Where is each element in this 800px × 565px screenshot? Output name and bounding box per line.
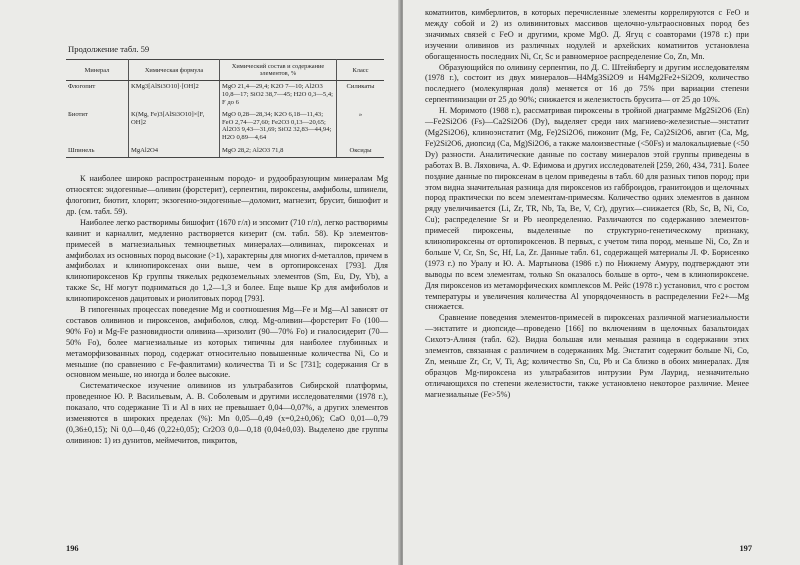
paragraph: коматиитов, кимберлитов, в которых перечисленные элементы коррелируются с FeO и между собой и 2) из оливинитовых массивов щелочно-ультраосновных пород без значимых связей с FeO и другими, кроме MgO. Д. Ягуц с соавторами (1978 г.) при изучении оливинов из различных нодулей и архейских коматиитов установлена обогащенность последних Ni, Cr, Sc и равномерное распределение Co, Zn, Mn. <box>425 8 749 61</box>
cell-class: » <box>358 111 363 119</box>
paragraph: Образующийся по оливину серпентин, по Д. С. Штейнбергу и другим исследователям (1978 г.), состоит из двух минералов—H4Mg3Si2O9 и H4Mg2Fe2+Si2O9, количество последнего (молекулярная доля) меняется от 16 до 75% при вариации степени серпентинизации от 25 до 90%; снижается и железистость брусита— от 25 до 10%. <box>425 62 749 105</box>
paragraph: Наиболее легко растворимы бишофит (1670 г/л) и эпсомит (710 г/л), легко растворимы каинит и карналлит, медленно растворяется кизерит (см. табл. 58). Kp элементов-примесей в магнезиальных темноцветных минералах—оливинах, пироксенах и амфиболах из основных пород высокие (>1), характерны для многих d-металлов, причем в амфиболах и клинопироксенах они выше, чем в ортопироксенах [793]. Для клинопироксенов Kp группы тяжелых редкоземельных элементов (Sm, Eu, Dy, Yb), а также Sc, Hf могут подниматься до 1,2—1,3 и более. Еще выше Kp для амфиболов и клинопироксенов дацитовых и риолитовых пород [793]. <box>66 217 388 304</box>
col-header-class: Класс <box>337 60 385 81</box>
cell-formula: KMg3[AlSi3O10]·[OH]2 <box>129 81 220 109</box>
right-page <box>403 0 800 565</box>
col-header-mineral: Минерал <box>66 60 129 81</box>
cell-composition: MgO 28,2; Al2O3 71,8 <box>220 145 337 158</box>
cell-formula: MgAl2O4 <box>129 145 220 158</box>
paragraph: Сравнение поведения элементов-примесей в пироксенах различной магнезиальности—энстатите и диопсиде—проведено [166] по включениям в щелочных базальтоидах Сихотэ-Алиня (табл. 62). Видна большая или меньшая разница в содержании этих элементов, связанная с различием в содержаниях Mg. Энстатит содержит больше Ni, Co, Zn, меньше Zr, Cr, V, Ti, Ag; количество Sn, Cu, Pb и Ca близко в обоих минералах. Для образцов Mg-пироксена из ультрабазитов интрузии Рум Лаурид, незначительно отличающихся по степени железистости, также установлено некоторое различие. Менее магнезиальные (Fe>5%) <box>425 313 749 399</box>
cell-composition: MgO 0,28—28,34; K2O 6,18—11,43; FeO 2,74—27,60; Fe2O3 0,13—20,65; Al2O3 9,43—31,69; SiO2 32,83—44,94; H2O 0,89—4,64 <box>220 109 337 144</box>
left-body-text <box>66 174 388 447</box>
minerals-table <box>66 59 384 158</box>
right-body-text <box>425 8 749 401</box>
cell-class: Оксиды <box>337 145 385 158</box>
page-number: 196 <box>66 544 79 553</box>
paragraph: Н. Моримото (1988 г.), рассматривая пироксены в тройной диаграмме Mg2Si2O6 (En)—Fe2Si2O6 (Fs)—Ca2Si2O6 (Dy), выделяет среди них магниево-железистые—энстатит (Mg2Si2O6), клиноэнстатит (Mg, Fe)2Si2O6, пижонит (Mg, Fe, Ca)2Si2O6, авгит (Ca, Mg, Fe)2Si2O6, диопсид (Ca, Mg)Si2O6, а также малоизвестные (<50Fs) и малокальциевые (<50 Dy) разности. Аналитические данные по составу минералов этой группы приведены в работах В. В. Ляховича, А. Ф. Ефимова и других исследователей [259, 260, 434, 731]. Более поздние данные по пироксенам в целом приведены в табл. 60 для разных типов пород; при этом видна значительная разница для пироксенов из габброидов, гранитоидов и щелочных пород практически по всем элементам-примесям. Количество одних элементов в данном ряду увеличивается (Li, Zr, TR, Nb, Ta, Be, V, Cr), других—снижается (Rb, Sc, B, Ni, Co, Cu); распределение Sr и Pb неопределенно. Различаются по содержанию элементов-примесей пироксены, выделенные по структурно-генетическому признаку, клинопироксены от ортопироксенов. В первых, с учетом типа пород, меньше Ni, Co, Zn и больше V, Cr, Sn, Sc, Hf, La, Zr. Данные табл. 61, содержащей материалы Л. Ф. Борисенко (1973 г.) по Уралу и Ю. А. Мартынова (1986 г.) по Нижнему Амуру, подтверждают эти выводы по всем элементам, только Sn оказалось больше в орто-, чем в клинопироксене. Для пироксенов из метаморфических комплексов М. Рейс (1978 г.) установил, что с ростом температуры и увеличения количества Al упорядоченность в распределении Fe2+—Mg снижается. <box>425 106 749 312</box>
paragraph: Систематическое изучение оливинов из ультрабазитов Сибирской платформы, проведенное Ю. Р. Васильевым, А. В. Соболевым и другими исследователями (1978 г.), показало, что содержание Ti и Al в них не превышает 0,04—0,07%, а других элементов изменяются в широких пределах (%): Mn 0,05—0,49 (x=0,2±0,06); CaO 0,01—0,79 (0,36±0,15); Ni 0,0—0,46 (0,22±0,05); Cr2O3 0,0—0,18 (0,04±0,03). Выделено две группы оливинов: 1) из дунитов, меймечитов, пикритов, <box>66 381 388 445</box>
col-header-composition: Химический состав и содержание элементов, % <box>220 60 337 81</box>
cell-class: Силикаты <box>346 83 375 91</box>
table-caption: Продолжение табл. 59 <box>68 44 150 54</box>
table-row <box>66 81 384 109</box>
table-row <box>66 109 384 144</box>
paragraph: В гипогенных процессах поведение Mg и соотношения Mg—Fe и Mg—Al зависят от составов оливинов и пироксенов, амфиболов, слюд. Mg-оливин—форстерит Fo (100—90% Fo) и Mg-Fe разновидности оливина—хризолит (90—70% Fo) и гиалосидерит (70—50% Fo), более магнезиальные из которых типичны для наиболее глубинных и метаморфизованных пород, содержат относительно повышенные количества Ni, Co и меньшие (по сравнению с Fe-фаялитами) количества Ti и Sc [731]; содержания Cr в основном меньше, но иногда и более высокие. <box>66 305 388 380</box>
table-header-row <box>66 60 384 81</box>
page-number: 197 <box>739 544 752 553</box>
cell-composition: MgO 21,4—29,4; K2O 7—10; Al2O3 10,8—17; SiO2 38,7—45; H2O 0,3—5,4; F до 6 <box>220 81 337 109</box>
cell-mineral: Шпинель <box>66 145 129 158</box>
paragraph: К наиболее широко распространенным породо- и рудообразующим минералам Mg относятся: эндогенные—оливин (форстерит), серпентин, пироксены, амфиболы, шпинели, флогопит, биотит, хлорит; экзогенно-эндогенные—доломит, магнезит, брусит, бишофит и др. (см. табл. 59). <box>66 174 388 216</box>
cell-mineral: Биотит <box>66 109 129 144</box>
cell-mineral: Флогопит <box>66 81 129 109</box>
table-row <box>66 145 384 158</box>
col-header-formula: Химическая формула <box>129 60 220 81</box>
cell-formula: K(Mg, Fe)3[AlSi3O10]×[F, OH]2 <box>129 109 220 144</box>
